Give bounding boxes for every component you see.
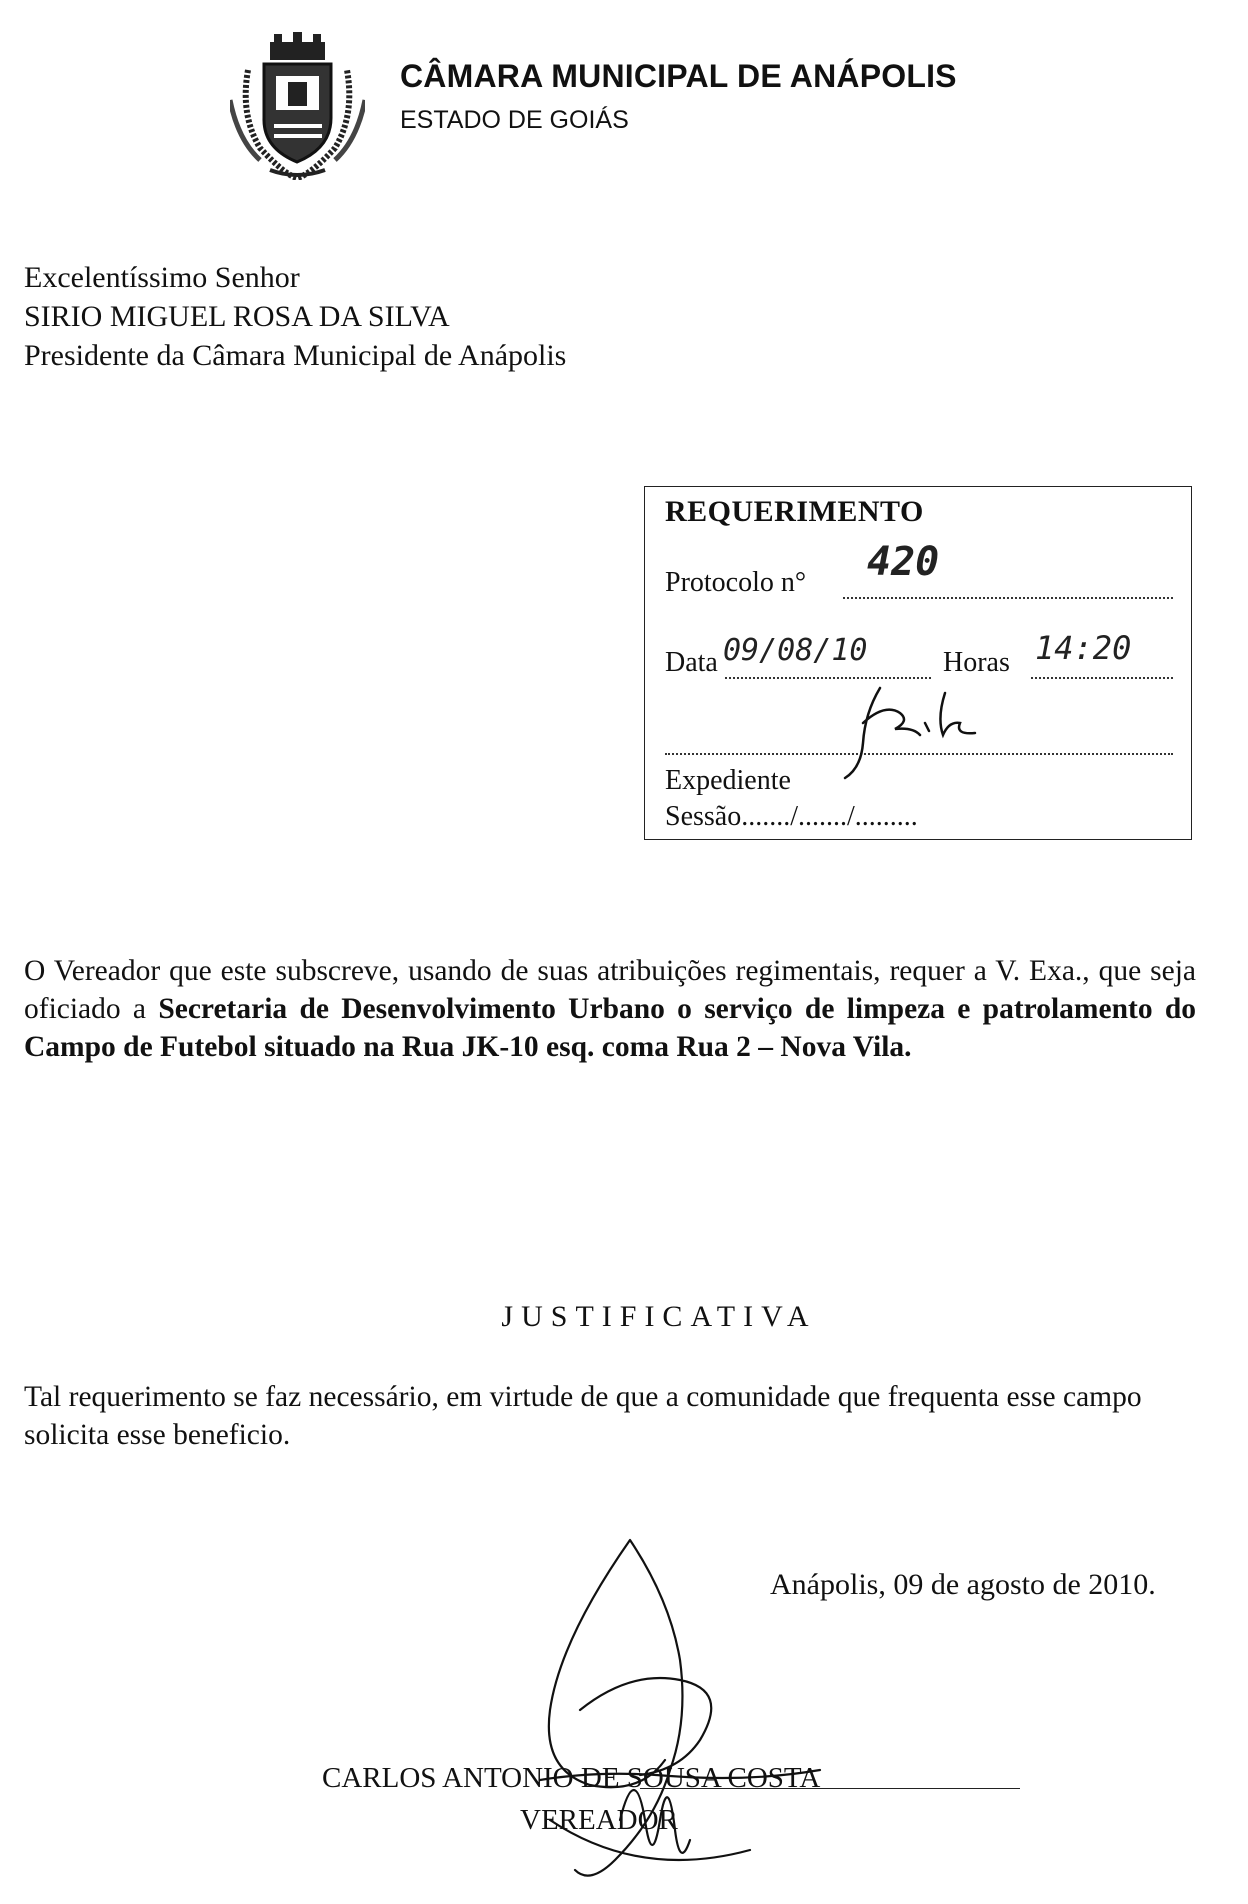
recipient-salutation: Excelentíssimo Senhor <box>24 261 300 294</box>
recipient-name: SIRIO MIGUEL ROSA DA SILVA <box>24 300 450 333</box>
data-value: 09/08/10 <box>723 633 868 668</box>
recipient-role: Presidente da Câmara Municipal de Anápolis <box>24 339 567 372</box>
request-intro: O Vereador que este subscreve, usando de suas atribuições regimentais, requer a V. Exa., que seja oficiado a <box>24 955 1196 1025</box>
protocolo-dots <box>843 597 1173 599</box>
horas-value: 14:20 <box>1035 629 1132 667</box>
protocolo-value: 420 <box>867 539 940 585</box>
handwritten-signature <box>520 1520 840 1900</box>
header-title: CÂMARA MUNICIPAL DE ANÁPOLIS <box>400 58 957 94</box>
justificativa-title: JUSTIFICATIVA <box>501 1300 817 1333</box>
sessao-label: Sessão......./......./......... <box>665 801 918 832</box>
request-bold: Secretaria de Desenvolvimento Urbano o serviço de limpeza e patrolamento do Campo de Futebol situado na Rua JK-10 esq. coma Rua 2 – Nova Vila. <box>24 993 1197 1063</box>
horas-dots <box>1031 677 1173 679</box>
horas-label: Horas <box>943 647 1010 678</box>
protocol-stamp <box>644 486 1192 840</box>
signer-name: CARLOS ANTONIO DE SOUSA COSTA <box>322 1762 821 1794</box>
place-date: Anápolis, 09 de agosto de 2010. <box>770 1568 1156 1601</box>
municipal-coat-of-arms-icon <box>230 30 365 180</box>
recipient-block <box>24 258 566 375</box>
request-paragraph <box>24 952 1196 1066</box>
justificativa-text: Tal requerimento se faz necessário, em virtude de que a comunidade que frequenta esse campo solicita esse beneficio. <box>24 1381 1142 1451</box>
signer-role: VEREADOR <box>520 1804 678 1836</box>
stamp-title: REQUERIMENTO <box>665 495 924 528</box>
data-label: Data <box>665 647 718 678</box>
protocolo-label: Protocolo n° <box>665 567 807 598</box>
header-subtitle: ESTADO DE GOIÁS <box>400 106 629 134</box>
expediente-label: Expediente <box>665 765 791 796</box>
stamp-initials-signature <box>825 683 1015 783</box>
data-dots <box>725 677 931 679</box>
